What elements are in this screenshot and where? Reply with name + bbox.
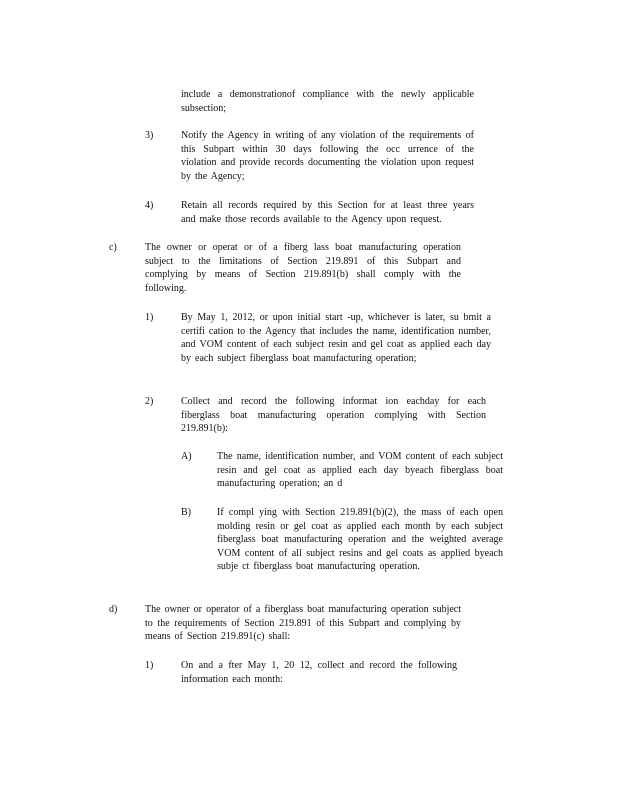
section-c-marker: c): [109, 242, 117, 253]
item-4-marker: 4): [145, 200, 154, 211]
section-d-item-1-text: On and a fter May 1, 20 12, collect and record the following information each month:: [181, 660, 457, 685]
section-c-item-2-marker: 2): [145, 396, 154, 407]
item-4-text: Retain all records required by this Section for at least three years and make those records available to the Agency upon request.: [181, 200, 474, 225]
section-d-item-1-marker: 1): [145, 660, 154, 671]
section-c-sub-b-marker: B): [181, 507, 191, 518]
section-d-marker: d): [109, 604, 118, 615]
section-c-sub-a-marker: A): [181, 451, 192, 462]
item-3-text: Notify the Agency in writing of any violation of the requirements of this Subpart within 30 days following the occ urrence of the violation and provide records documenting the violation upon request by the Agency;: [181, 130, 474, 182]
section-c-text: The owner or operat or of a fiberg lass boat manufacturing operation subject to the limitations of Section 219.891 of this Subpart and complying by means of Section 219.891(b) shall comply with the following.: [145, 242, 461, 294]
section-c-item-2-text: Collect and record the following informat ion eachday for each fiberglass boat manufacturing operation complying with Section 219.891(b):: [181, 396, 486, 435]
section-c-sub-a-text: The name, identification number, and VOM content of each subject resin and gel coat as applied each day byeach fiberglass boat manufacturing operation; an d: [217, 451, 503, 490]
item-3-marker: 3): [145, 130, 154, 141]
section-c-item-1-text: By May 1, 2012, or upon initial start -up, whichever is later, su bmit a certifi cation to the Agency that includes the name, identification number, and VOM content of each subject resin and gel coat as applied each day by each subject fiberglass boat manufacturing operation;: [181, 312, 491, 364]
section-c-sub-b-text: If compl ying with Section 219.891(b)(2), the mass of each open molding resin or gel coat as applied each month by each subject fiberglass boat manufacturing operation and the weighted average VOM content of all subject resins and gel coats as applied byeach subje ct fiberglass boat manufacturing operation.: [217, 507, 503, 573]
section-d-text: The owner or operator of a fiberglass boat manufacturing operation subject to the requirements of Section 219.891 of this Subpart and complying by means of Section 219.891(c) shall:: [145, 604, 461, 643]
continued-item-text: include a demonstrationof compliance with the newly applicable subsection;: [181, 89, 474, 114]
section-c-item-1-marker: 1): [145, 312, 154, 323]
